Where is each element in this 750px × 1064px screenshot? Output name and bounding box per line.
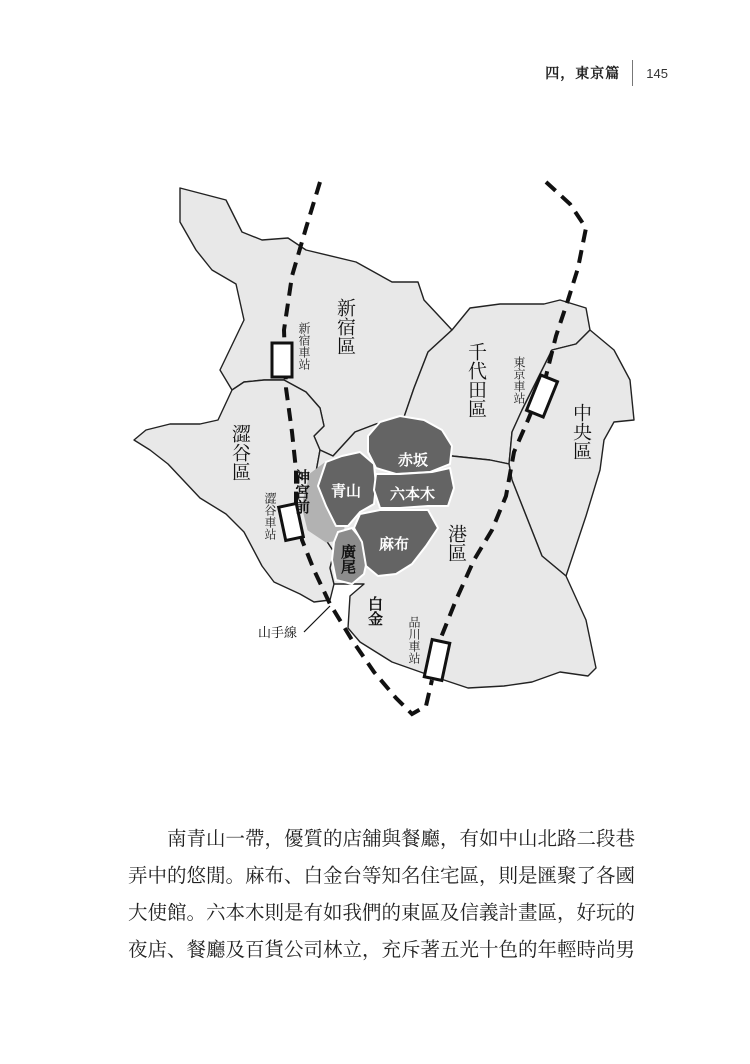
chuo-district-label: 中央區 xyxy=(570,403,592,460)
roppongi-label: 六本木 xyxy=(390,485,436,503)
page-number: 145 xyxy=(646,65,668,81)
aoyama-label: 青山 xyxy=(331,482,362,500)
shibuya-station-label: 澀谷車站 xyxy=(263,492,277,540)
akasaka-label: 赤坂 xyxy=(398,451,429,469)
line-label-pointer xyxy=(304,606,330,632)
azabu-label: 麻布 xyxy=(379,535,410,553)
hiroo-label: 廣尾 xyxy=(339,544,357,574)
shinagawa-station-label: 品川車站 xyxy=(407,616,421,664)
shibuya-district-label: 澀谷區 xyxy=(229,424,251,481)
shinjuku-station-label: 新宿車站 xyxy=(297,322,311,370)
shinjuku-station-marker xyxy=(272,343,292,377)
body-paragraph: 南青山一帶，優質的店舖與餐廳，有如中山北路二段巷弄中的悠閒。麻布、白金台等知名住宅區，則是匯聚了各國大使館。六本木則是有如我們的東區及信義計畫區，好玩的夜店、餐廳及百貨公司林立，充斥著五光十色的年輕時尚男 xyxy=(128,827,636,961)
jingumae-label: 神宮前 xyxy=(293,469,311,514)
shirokane-label: 白金 xyxy=(366,596,384,626)
tokyo-station-label: 東京車站 xyxy=(512,356,526,404)
minato-district-label: 港區 xyxy=(445,524,467,562)
body-text xyxy=(128,820,653,968)
chiyoda-district-label: 千代田區 xyxy=(465,342,487,418)
chapter-title: 四，東京篇 xyxy=(545,66,621,82)
shinjuku-district-label: 新宿區 xyxy=(334,298,356,355)
yamanote-line-label: 山手線 xyxy=(258,626,298,641)
